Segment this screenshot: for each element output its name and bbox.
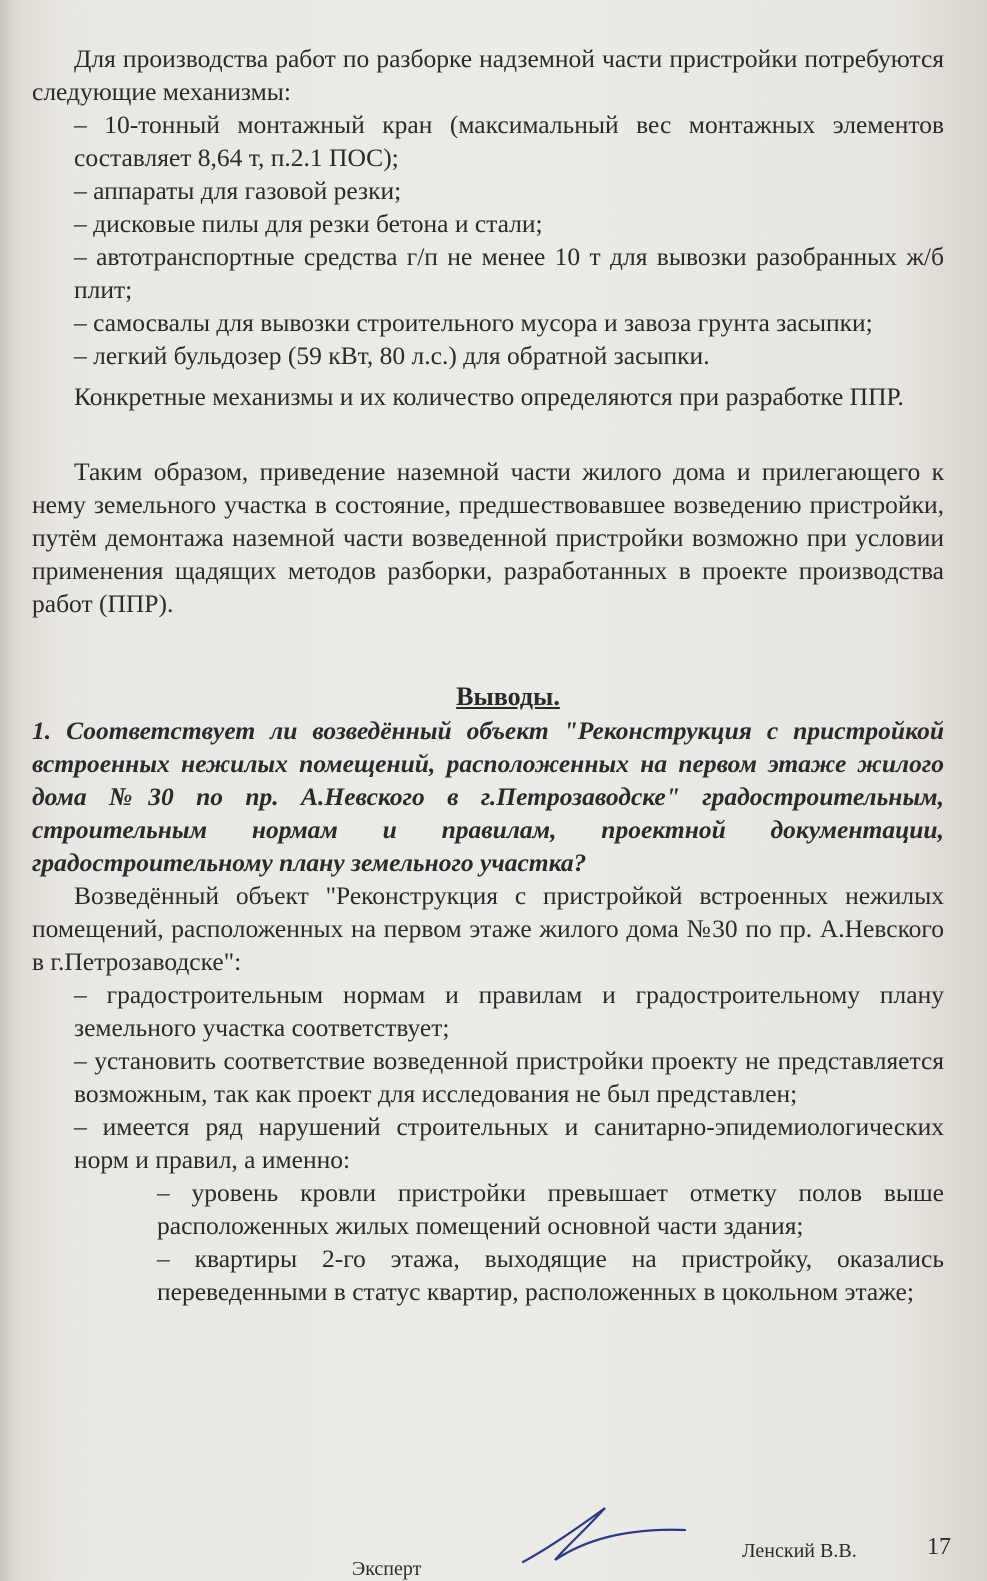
expert-name: Ленский В.В. xyxy=(742,1540,857,1562)
conclusions-heading: Выводы. xyxy=(456,682,560,711)
expert-label: Эксперт xyxy=(352,1558,422,1580)
list-item: – 10-тонный монтажный кран (максимальный вес монтажных элементов составляет 8,64 т, п.2.1 ПОС); xyxy=(74,110,944,172)
list-item: – автотранспортные средства г/п не менее 10 т для вывозки разобранных ж/б плит; xyxy=(74,242,944,304)
list-item: – самосвалы для вывозки строительного мусора и завоза грунта засыпки; xyxy=(74,308,873,337)
mechanisms-note: Конкретные механизмы и их количество определяются при разработке ППР. xyxy=(74,382,904,411)
list-item: – легкий бульдозер (59 кВт, 80 л.с.) для обратной засыпки. xyxy=(74,341,710,370)
violation-item: – уровень кровли пристройки превышает отметку полов выше расположенных жилых помещений основной части здания; xyxy=(157,1178,944,1240)
answer-intro: Возведённый объект "Реконструкция с пристройкой встроенных нежилых помещений, расположенных на первом этаже жилого дома №30 по пр. А.Невского в г.Петрозаводске": xyxy=(32,881,944,976)
list-item: – аппараты для газовой резки; xyxy=(74,176,402,205)
answer-item: – установить соответствие возведенной пристройки проекту не представляется возможным, так как проект для исследования не был представлен; xyxy=(74,1046,944,1108)
answer-item: – имеется ряд нарушений строительных и санитарно-эпидемиологических норм и правил, а именно: xyxy=(74,1112,944,1174)
violation-item: – квартиры 2-го этажа, выходящие на пристройку, оказались переведенными в статус квартир, расположенных в цокольном этаже; xyxy=(157,1244,944,1306)
question-1: 1. Соответствует ли возведённый объект "Реконструкция с пристройкой встроенных нежилых помещений, расположенных на первом этаже жилого дома №30 по пр. А.Невского в г.Петрозаводске" градостроительным, строительным нормам и правилам, проектной документации, градостроительному плану земельного участка? xyxy=(32,716,944,877)
page-body xyxy=(32,42,944,1308)
section-conclusion: Таким образом, приведение наземной части жилого дома и прилегающего к нему земельного участка в состояние, предшествовавшее возведению пристройки, путём демонтажа наземной части возведенной пристройки возможно при условии применения щадящих методов разборки, разработанных в проекте производства работ (ППР). xyxy=(32,457,944,618)
list-item: – дисковые пилы для резки бетона и стали; xyxy=(74,209,543,238)
mechanisms-intro: Для производства работ по разборке надземной части пристройки потребуются следующие механизмы: xyxy=(32,44,944,106)
spacer xyxy=(32,620,944,680)
spacer xyxy=(32,372,944,380)
page-number: 17 xyxy=(927,1534,951,1560)
spacer xyxy=(32,413,944,455)
page-footer xyxy=(0,1534,987,1579)
answer-item: – градостроительным нормам и правилам и градостроительному плану земельного участка соответствует; xyxy=(74,980,944,1042)
violations-list xyxy=(32,1176,944,1308)
